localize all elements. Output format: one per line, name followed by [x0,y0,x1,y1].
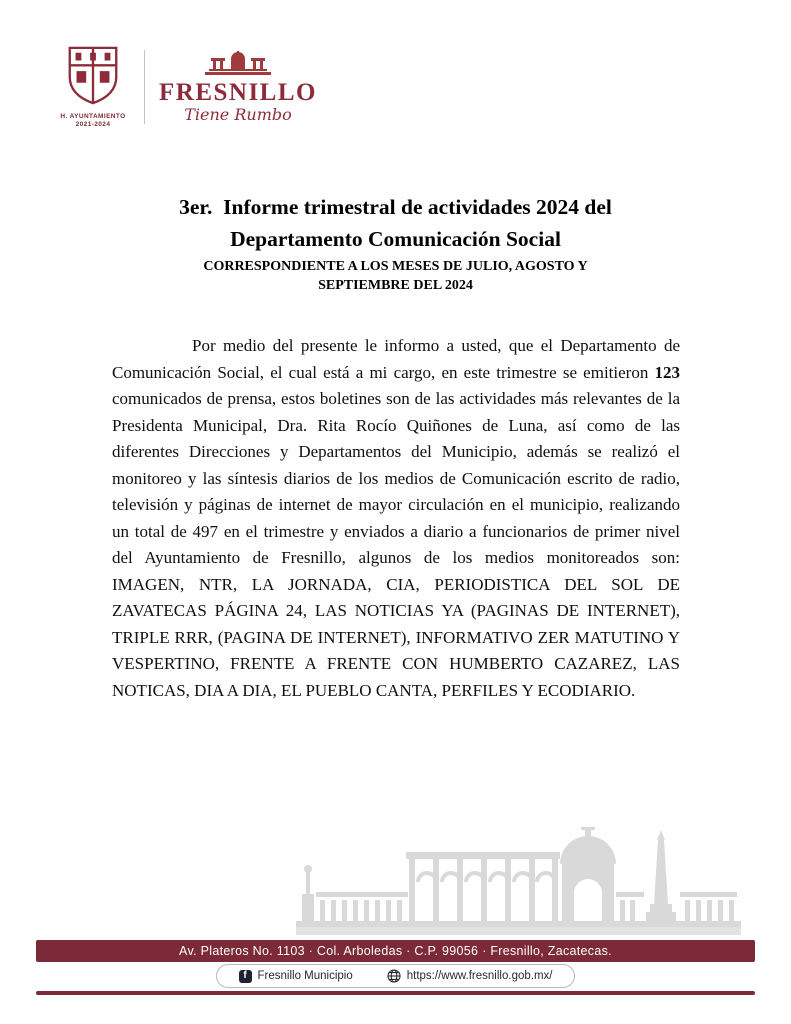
footer-social-bar [216,964,576,988]
facebook-label: Fresnillo Municipio [257,970,353,982]
crest-caption-line2: 2021-2024 [75,121,111,128]
crest-caption [56,113,130,129]
website-url: https://www.fresnillo.gob.mx/ [406,970,553,982]
header-logo-block [56,44,317,129]
page-title-line2: Departamento Comunicación Social [230,227,561,251]
footer-address: Av. Plateros No. 1103 · Col. Arboledas · C.P. 99056 · Fresnillo, Zacatecas. [179,944,612,958]
paragraph-part2: comunicados de prensa, estos boletines son de las actividades más relevantes de la Presidenta Municipal, Dra. Rita Rocío Quiñones de Luna, así como de las diferentes Direcciones y Departamentos del Municipio, además se realizó el monitoreo y las síntesis diarios de los medios de Comunicación escrito de radio, televisión y páginas de internet de mayor circulación en el municipio, realizando un total de 497 en el trimestre y enviados a diario a funcionarios de primer nivel del Ayuntamiento de Fresnillo, algunos de los medios monitoreados son: IMAGEN, NTR, LA JORNADA, CIA, PERIODISTICA DEL SOL DE ZAVATECAS PÁGINA 24, LAS NOTICIAS YA (PAGINAS DE INTERNET), TRIPLE RRR, (PAGINA DE INTERNET), INFORMATIVO ZER MATUTINO Y VESPERTINO, FRENTE A FRENTE CON HUMBERTO CAZAREZ, LAS NOTICAS, DIA A DIA, EL PUEBLO CANTA, PERFILES Y ECODIARIO. [112,389,680,700]
facebook-icon [239,970,252,983]
brand-logo [159,49,317,124]
page-subtitle [0,257,791,295]
page-subtitle-line2: SEPTIEMBRE DEL 2024 [318,278,473,293]
website-item [387,969,553,983]
facebook-icon-letter: f [243,970,247,981]
page-title-line1: 3er. Informe trimestral de actividades 2024 del [179,195,612,219]
municipal-crest-icon [64,44,122,106]
facebook-item [239,970,353,983]
brand-name: FRESNILLO [159,79,317,106]
communiques-count: 123 [654,362,680,382]
body-paragraph [112,333,680,704]
paragraph-part1: Por medio del presente le informo a usted, que el Departamento de Comunicación Social, el cual está a mi cargo, en este trimestre se emitieron [112,336,680,382]
logo-divider [144,50,145,124]
crest-caption-line1: H. AYUNTAMIENTO [60,113,126,120]
monument-watermark-icon [296,822,741,940]
brand-tagline: Tiene Rumbo [184,105,292,124]
municipal-crest [56,44,130,129]
globe-icon [387,969,401,983]
footer-bottom-line [36,991,755,995]
page-subtitle-line1: CORRESPONDIENTE A LOS MESES DE JULIO, AGOSTO Y [203,259,588,274]
footer-address-bar [36,940,755,962]
mausoleum-building-icon [205,51,271,75]
page-title [0,191,791,255]
